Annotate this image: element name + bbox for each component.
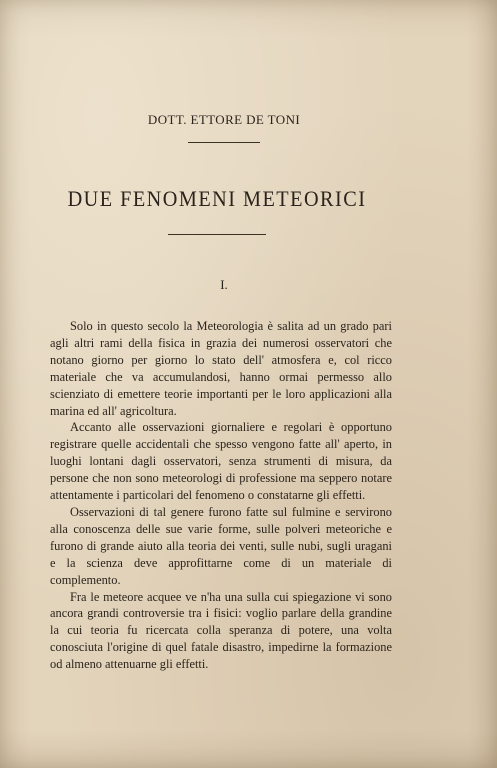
paragraph: Osservazioni di tal genere furono fatte sul fulmine e servirono alla conoscenza delle sue varie forme, sulle polveri meteoriche e furono di grande aiuto alla teoria dei venti, sulle nubi, sugli uragani e la scienza deve approfittarne come di un materiale di complemento. [50, 504, 392, 587]
article-title: DUE FENOMENI METEORICI [67, 186, 367, 211]
author-line: DOTT. ETTORE DE TONI [147, 112, 301, 127]
title-divider [168, 234, 266, 235]
author-divider [188, 142, 260, 143]
paragraph: Accanto alle osservazioni giornaliere e regolari è opportuno registrare quelle accidentali che spesso vengono fatte all' aperto, in luoghi lontani dagli osservatori, senza strumenti di misura, da persone che non sono meteorologi di professione ma seppero notare attentamente i particolari del fenomeno o constatarne gli effetti. [50, 420, 392, 503]
section-number: I. [220, 277, 228, 292]
paragraph: Fra le meteore acquee ve n'ha una sulla cui spiegazione vi sono ancora grandi controversie tra i fisici: voglio parlare della grandine la cui teoria fu ricercata colla speranza di potere, una volta conosciuta l'origine di quel fatale disastro, impedirne la formazione od almeno attenuarne gli effetti. [50, 589, 392, 672]
paragraph: Solo in questo secolo la Meteorologia è salita ad un grado pari agli altri rami della fisica in grazia dei numerosi osservatori che notano giorno per giorno lo stato dell' atmosfera e, col ricco materiale che va accumulandosi, hanno ormai permesso allo scienziato di emettere teorie importanti per le loro applicazioni alla marina ed all' agricoltura. [50, 319, 392, 418]
body-text [50, 318, 392, 673]
